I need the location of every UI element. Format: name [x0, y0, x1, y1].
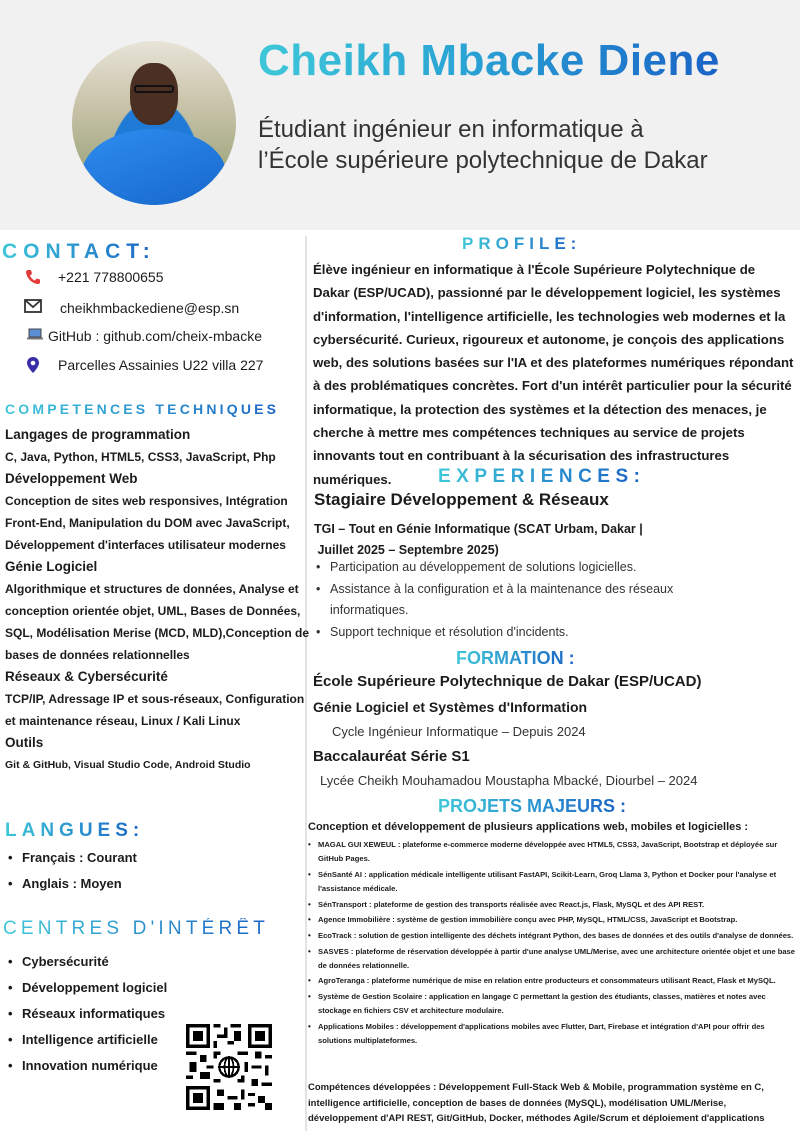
skills-section	[5, 424, 310, 776]
list-item: • Support technique et résolution d'incidents.	[314, 622, 754, 644]
skill-heading: Langages de programmation	[5, 427, 191, 442]
contact-address: Parcelles Assainies U22 villa 227	[24, 356, 263, 374]
list-item: • Agence Immobilière : système de gestion immobilière conçu avec PHP, MySQL, HTML/CSS, JavaScript et Bootstrap.	[306, 913, 796, 927]
list-item: • Anglais : Moyen	[8, 871, 137, 897]
list-item: • SénTransport : plateforme de gestion des transports réalisée avec React.js, Flask, MySQL et des API REST.	[306, 898, 796, 912]
contact-title: CONTACT:	[2, 240, 156, 263]
languages-list	[8, 845, 137, 897]
location-pin-icon	[24, 356, 42, 374]
person-subtitle: Étudiant ingénieur en informatique à l’École supérieure polytechnique de Dakar	[258, 116, 708, 174]
education-title: FORMATION :	[456, 648, 575, 668]
education-bac: Baccalauréat Série S1	[313, 748, 470, 765]
interests-title: CENTRES D'INTÉRÊT	[3, 918, 270, 939]
education-school: École Supérieure Polytechnique de Dakar (ESP/UCAD)	[313, 673, 702, 690]
skill-heading: Développement Web	[5, 471, 138, 486]
skill-heading: Génie Logiciel	[5, 559, 98, 574]
languages-title: LANGUES:	[5, 820, 145, 841]
skill-text: Algorithmique et structures de données, Analyse et conception orientée objet, UML, Bases de Données, SQL, Modélisation Merise (MCD, MLD),Conception de bases de données relationnelles	[5, 582, 310, 662]
skill-text: Git & GitHub, Visual Studio Code, Android Studio	[5, 759, 251, 771]
skill-text: Conception de sites web responsives, Intégration Front-End, Manipulation du DOM avec JavaScript, Développement d'interfaces utilisateur modernes	[5, 494, 290, 552]
list-item: • Cybersécurité	[8, 949, 167, 975]
projects-skills: Compétences développées : Développement Full-Stack Web & Mobile, programmation système en C, intelligence artificielle, conception de bases de données (MySQL), modélisation UML/Merise, développement d'API REST, Git/GitHub, Docker, méthodes Agile/Scrum et déploiement d'applications	[308, 1082, 765, 1124]
skill-text: TCP/IP, Adressage IP et sous-réseaux, Configuration et maintenance réseau, Linux / Kali Linux	[5, 692, 305, 728]
experience-title: EXPERIENCES:	[438, 466, 646, 487]
experience-role: Stagiaire Développement & Réseaux	[314, 490, 609, 509]
list-item: • Intelligence artificielle	[8, 1027, 167, 1053]
skill-heading: Outils	[5, 735, 44, 750]
laptop-icon	[26, 327, 44, 345]
list-item: • Français : Courant	[8, 845, 137, 871]
list-item: • Système de Gestion Scolaire : application en langage C permettant la gestion des étudiants, classes, matières et notes avec stockage en fichiers CSV et architecture modulaire.	[306, 990, 796, 1019]
qr-code	[186, 1023, 272, 1111]
profile-text: Élève ingénieur en informatique à l'École Supérieure Polytechnique de Dakar (ESP/UCAD), passionné par le développement logiciel, les systèmes d'information, l'intelligence artificielle, les technologies web modernes et la cybersécurité. Curieux, rigoureux et autonome, je conçois des applications web, des solutions basées sur l'IA et des plateformes numériques répondant à des problématiques concrètes. Fort d'un intérêt particulier pour la sécurité informatique, la protection des systèmes et la détection des menaces, je cherche à mettre mes compétences techniques au service de projets innovants tout en contribuant à la sécurisation des infrastructures numériques.	[313, 262, 794, 487]
education-field: Génie Logiciel et Systèmes d'Information	[313, 699, 588, 715]
experience-tasks	[314, 557, 754, 643]
list-item: • Développement logiciel	[8, 975, 167, 1001]
list-item: • Participation au développement de solutions logicielles.	[314, 557, 754, 579]
projects-title: PROJETS MAJEURS :	[438, 796, 627, 816]
projects-list	[306, 838, 796, 1050]
list-item: • Réseaux informatiques	[8, 1001, 167, 1027]
contact-phone: +221 778800655	[24, 268, 164, 286]
person-name: Cheikh Mbacke Diene	[258, 36, 720, 85]
list-item: • AgroTeranga : plateforme numérique de mise en relation entre producteurs et consommateurs utilisant React, Flask et MySQL.	[306, 974, 796, 988]
profile-title: PROFILE:	[462, 234, 582, 253]
list-item: • MAGAL GUI XEWEUL : plateforme e-commerce moderne développée avec HTML5, CSS3, JavaScript, Bootstrap et déployée sur GitHub Pages.	[306, 838, 796, 867]
skill-heading: Réseaux & Cybersécurité	[5, 669, 168, 684]
profile-photo	[72, 41, 236, 205]
education-cycle: Cycle Ingénieur Informatique – Depuis 2024	[332, 724, 586, 739]
phone-icon	[24, 268, 42, 286]
contact-email: cheikhmbackediene@esp.sn	[24, 299, 239, 317]
list-item: • SénSanté AI : application médicale intelligente utilisant FastAPI, Scikit-Learn, Groq Llama 3, Python et Docker pour l'analyse et l'assistance médicale.	[306, 868, 796, 897]
list-item: • SASVES : plateforme de réservation développée à partir d'une analyse UML/Merise, avec une architecture orientée objet et une base de données relationnelle.	[306, 945, 796, 974]
education-lycee: Lycée Cheikh Mouhamadou Moustapha Mbacké, Diourbel – 2024	[320, 773, 698, 788]
contact-github: GitHub : github.com/cheix-mbacke	[26, 327, 262, 345]
skills-title: COMPETENCES TECHNIQUES	[5, 401, 280, 417]
projects-intro: Conception et développement de plusieurs applications web, mobiles et logicielles :	[308, 821, 749, 833]
list-item: • Applications Mobiles : développement d'applications mobiles avec Flutter, Dart, Firebase et intégration d'API pour offrir des solutions multiplateformes.	[306, 1020, 796, 1049]
list-item: • Assistance à la configuration et à la maintenance des réseaux informatiques.	[314, 579, 754, 622]
list-item: • EcoTrack : solution de gestion intelligente des déchets intégrant Python, des bases de données et des outils d'analyse de données.	[306, 929, 796, 943]
list-item: • Innovation numérique	[8, 1053, 167, 1079]
interests-list	[8, 949, 167, 1079]
skill-text: C, Java, Python, HTML5, CSS3, JavaScript, Php	[5, 450, 276, 464]
envelope-icon	[24, 299, 42, 317]
experience-company: TGI – Tout en Génie Informatique (SCAT Urbam, Dakar | Juillet 2025 – Septembre 2025)	[314, 522, 643, 557]
